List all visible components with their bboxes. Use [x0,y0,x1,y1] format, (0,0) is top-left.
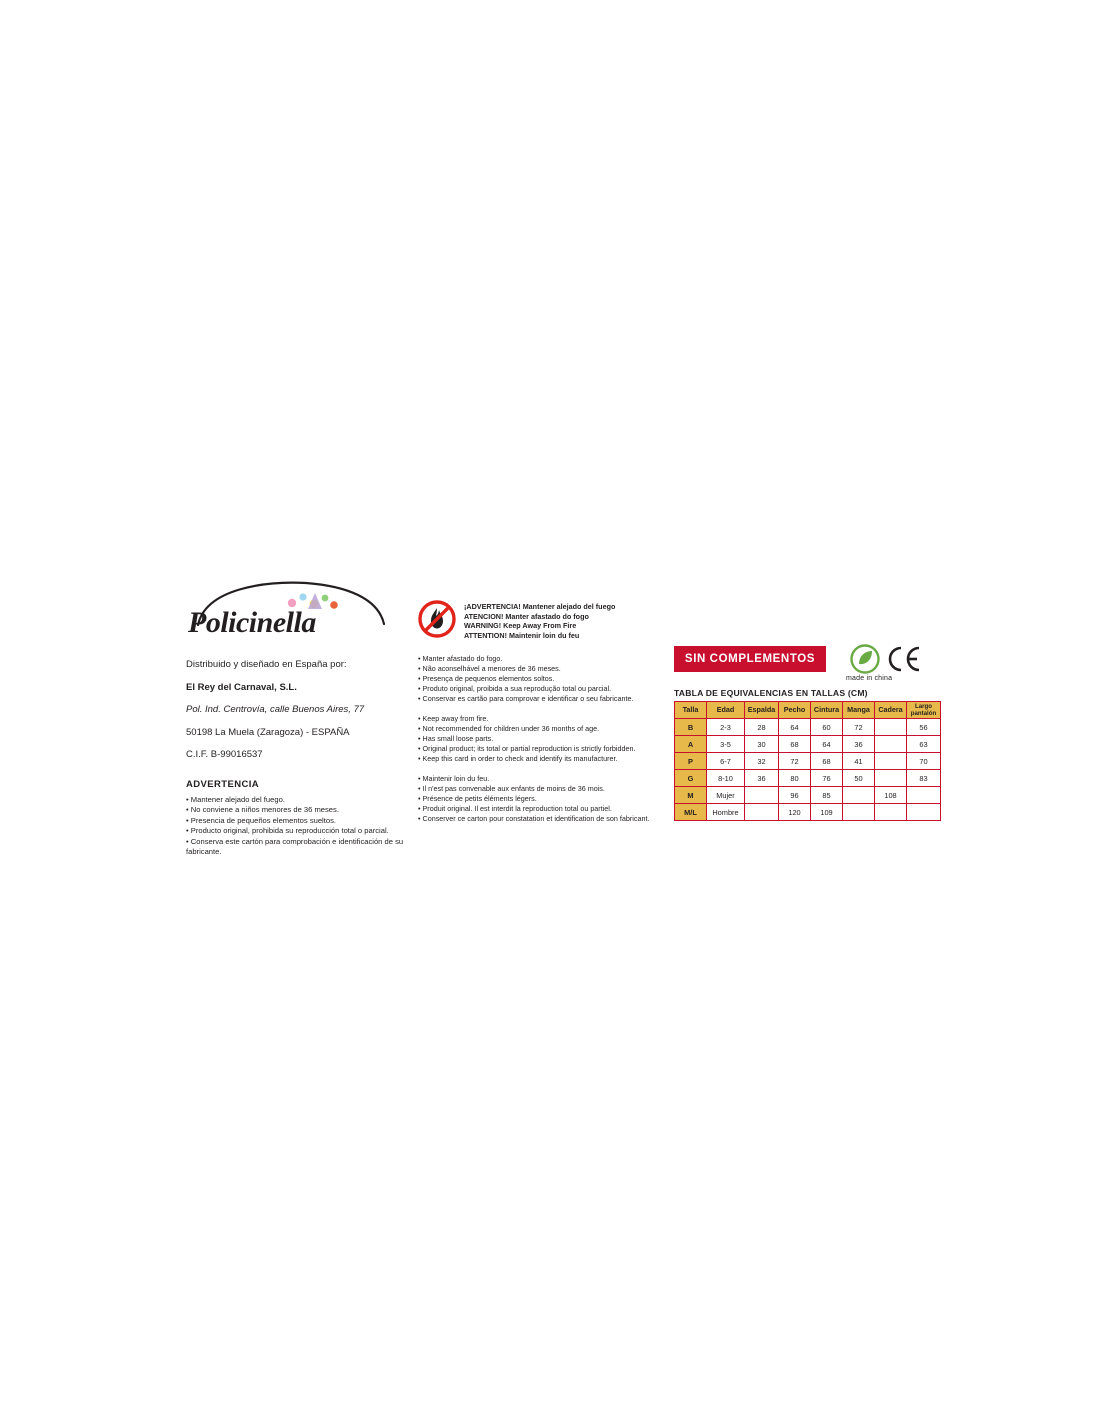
cell-espalda: 30 [745,736,779,753]
fr-bullet: • Produit original. Il est interdit la reproduction total ou partiel. [418,804,612,813]
cell-cintura: 76 [811,770,843,787]
table-row [675,787,941,804]
cell-edad: Mujer [707,787,745,804]
advertencia-bullet: • Presencia de pequeños elementos sueltos. [186,815,336,825]
cell-cadera [875,736,907,753]
advertencia-bullet: • Producto original, prohibida su reproducción total o parcial. [186,826,389,836]
cell-largo [907,787,941,804]
cell-talla: P [675,753,707,770]
pt-bullet: • Não aconselhável a menores de 36 meses. [418,664,561,673]
cell-edad: 2-3 [707,719,745,736]
distributor-address-2: 50198 La Muela (Zaragoza) - ESPAÑA [186,726,350,738]
green-dot-icon [850,644,880,674]
warning-line-fr: ATTENTION! Maintenir loin du feu [464,630,580,640]
distributor-cif: C.I.F. B-99016537 [186,749,263,760]
distributor-address-1: Pol. Ind. Centrovía, calle Buenos Aires, 77 [186,704,365,715]
badge-row [674,644,932,684]
cell-cintura: 109 [811,804,843,821]
distributor-intro: Distribuido y diseñado en España por: [186,659,347,670]
cell-manga: 41 [843,753,875,770]
fr-bullet: • Il n'est pas convenable aux enfants de moins de 36 mois. [418,784,605,793]
pt-bullet: • Produto original, proibida a sua reprodução total ou parcial. [418,684,612,693]
table-row [675,719,941,736]
warning-line-pt: ATENCION! Manter afastado do fogo [464,611,589,621]
pt-bullet: • Manter afastado do fogo. [418,654,503,663]
english-bullets [418,714,658,764]
french-bullets [418,774,658,824]
brand-logo-text: Policinella [188,606,316,639]
en-bullet: • Not recommended for children under 36 months of age. [418,724,600,733]
ce-mark-icon [886,644,926,674]
size-chart-section [674,644,937,821]
no-fire-icon [418,600,456,638]
cell-cadera [875,719,907,736]
advertencia-bullet: • No conviene a niños menores de 36 meses. [186,805,339,815]
cell-manga: 50 [843,770,875,787]
cell-largo: 83 [907,770,941,787]
cell-cintura: 64 [811,736,843,753]
table-row [675,736,941,753]
warning-line-es: ¡ADVERTENCIA! Mantener alejado del fuego [464,602,616,611]
advertencia-bullets [186,795,418,859]
cell-talla: M [675,787,707,804]
cell-pecho: 64 [779,719,811,736]
cell-edad: 3-5 [707,736,745,753]
cell-largo [907,804,941,821]
warning-header-lines [464,600,658,640]
cell-cintura: 85 [811,787,843,804]
portuguese-bullets [418,654,658,704]
cell-espalda: 32 [745,753,779,770]
cell-talla: G [675,770,707,787]
col-header-cintura: Cintura [811,702,843,719]
cell-talla: B [675,719,707,736]
warning-line-en: WARNING! Keep Away From Fire [464,621,577,631]
fr-bullet: • Présence de petits éléments légers. [418,794,537,803]
advertencia-bullet: • Mantener alejado del fuego. [186,794,285,804]
pt-bullet: • Conservar es cartão para comprovar e identificar o seu fabricante. [418,694,634,703]
cell-manga [843,787,875,804]
table-row [675,770,941,787]
cell-pecho: 120 [779,804,811,821]
cell-espalda: 36 [745,770,779,787]
fr-bullet: • Conserver ce carton pour constatation et identification de son fabricant. [418,814,650,823]
col-header-pecho: Pecho [779,702,811,719]
cell-talla: M/L [675,804,707,821]
table-row [675,753,941,770]
cell-pecho: 68 [779,736,811,753]
size-table [674,701,941,821]
cell-largo: 70 [907,753,941,770]
en-bullet: • Has small loose parts. [418,734,494,743]
table-row [675,804,941,821]
warning-header [418,600,658,644]
cell-cadera: 108 [875,787,907,804]
cell-manga: 72 [843,719,875,736]
cell-espalda [745,787,779,804]
multilingual-warnings-section [418,600,658,824]
cell-cintura: 68 [811,753,843,770]
cell-edad: Hombre [707,804,745,821]
advertencia-title: ADVERTENCIA [186,778,260,790]
pt-bullet: • Presença de pequenos elementos soltos. [418,674,555,683]
cell-edad: 6-7 [707,753,745,770]
en-bullet: • Keep away from fire. [418,714,489,723]
en-bullet: • Original product; its total or partial reproduction is strictly forbidden. [418,744,636,753]
advertencia-bullet: • Conserva este cartón para comprobación e identificación de su fabricante. [186,836,404,857]
cell-manga: 36 [843,736,875,753]
brand-logo [188,580,393,650]
en-bullet: • Keep this card in order to check and identify its manufacturer. [418,754,618,763]
table-header-row [675,702,941,719]
cell-espalda [745,804,779,821]
col-header-largo-pantalon: Largo pantalón [907,702,941,719]
cell-cadera [875,770,907,787]
cell-cintura: 60 [811,719,843,736]
size-table-title: TABLA DE EQUIVALENCIAS EN TALLAS (CM) [674,688,868,698]
col-header-manga: Manga [843,702,875,719]
fr-bullet: • Maintenir loin du feu. [418,774,490,783]
cell-pecho: 72 [779,753,811,770]
cell-largo: 56 [907,719,941,736]
cell-edad: 8-10 [707,770,745,787]
col-header-edad: Edad [707,702,745,719]
distributor-company: El Rey del Carnaval, S.L. [186,681,297,693]
cell-cadera [875,753,907,770]
made-in-china-label: made in china [846,675,893,682]
col-header-cadera: Cadera [875,702,907,719]
distributor-section [186,580,418,858]
cell-manga [843,804,875,821]
col-header-espalda: Espalda [745,702,779,719]
cell-cadera [875,804,907,821]
cell-talla: A [675,736,707,753]
sin-complementos-badge: SIN COMPLEMENTOS [674,646,826,672]
cell-pecho: 80 [779,770,811,787]
cell-pecho: 96 [779,787,811,804]
cell-espalda: 28 [745,719,779,736]
cell-largo: 63 [907,736,941,753]
col-header-talla: Talla [675,702,707,719]
